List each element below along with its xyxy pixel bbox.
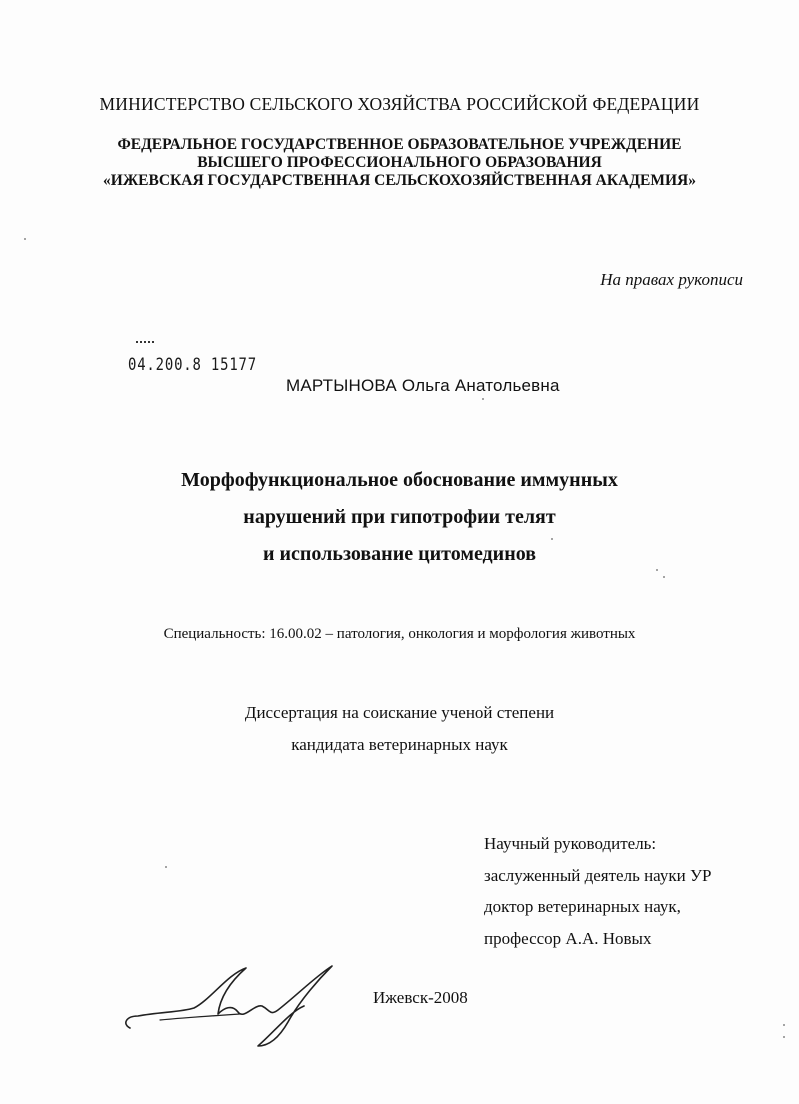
title-line: Морфофункциональное обоснование иммунных bbox=[181, 469, 618, 491]
title-line: нарушений при гипотрофии телят bbox=[243, 506, 556, 528]
degree-line: кандидата ветеринарных наук bbox=[291, 735, 508, 754]
scan-speck bbox=[165, 866, 167, 868]
supervisor-line: доктор ветеринарных наук, bbox=[484, 897, 681, 916]
degree-statement bbox=[0, 697, 799, 761]
institution-line: «ИЖЕВСКАЯ ГОСУДАРСТВЕННАЯ СЕЛЬСКОХОЗЯЙСТВЕННАЯ АКАДЕМИЯ» bbox=[103, 172, 696, 189]
scan-speck bbox=[656, 569, 658, 571]
scan-speck bbox=[663, 576, 665, 578]
scan-speck bbox=[24, 238, 26, 240]
institution-line: ВЫСШЕГО ПРОФЕССИОНАЛЬНОГО ОБРАЗОВАНИЯ bbox=[197, 154, 602, 171]
registration-stamp: 04.200.8 15177 bbox=[128, 355, 257, 375]
supervisor-block bbox=[484, 828, 711, 954]
supervisor-line: профессор А.А. Новых bbox=[484, 928, 652, 948]
manuscript-note: На правах рукописи bbox=[600, 270, 743, 289]
city-year: Ижевск-2008 bbox=[373, 988, 468, 1007]
scan-speck bbox=[482, 398, 484, 400]
supervisor-line: Научный руководитель: bbox=[484, 834, 657, 853]
author-name: МАРТЫНОВА Ольга Анатольевна bbox=[286, 376, 560, 395]
dissertation-title bbox=[0, 462, 799, 573]
title-line: и использование цитомединов bbox=[262, 543, 537, 565]
institution-line: ФЕДЕРАЛЬНОЕ ГОСУДАРСТВЕННОЕ ОБРАЗОВАТЕЛЬНОЕ УЧРЕЖДЕНИЕ bbox=[117, 136, 682, 153]
supervisor-line: заслуженный деятель науки УР bbox=[484, 865, 712, 885]
scan-speck bbox=[551, 538, 553, 540]
degree-line: Диссертация на соискание ученой степени bbox=[244, 703, 555, 722]
specialty-line: Специальность: 16.00.02 – патология, онкология и морфология животных bbox=[163, 626, 636, 642]
signature-image bbox=[120, 950, 350, 1050]
institution-heading bbox=[0, 136, 799, 190]
stamp-dots bbox=[136, 341, 154, 347]
ministry-heading: МИНИСТЕРСТВО СЕЛЬСКОГО ХОЗЯЙСТВА РОССИЙСКОЙ ФЕДЕРАЦИИ bbox=[99, 94, 700, 114]
scan-speck bbox=[783, 1024, 785, 1026]
scan-speck bbox=[783, 1036, 785, 1038]
